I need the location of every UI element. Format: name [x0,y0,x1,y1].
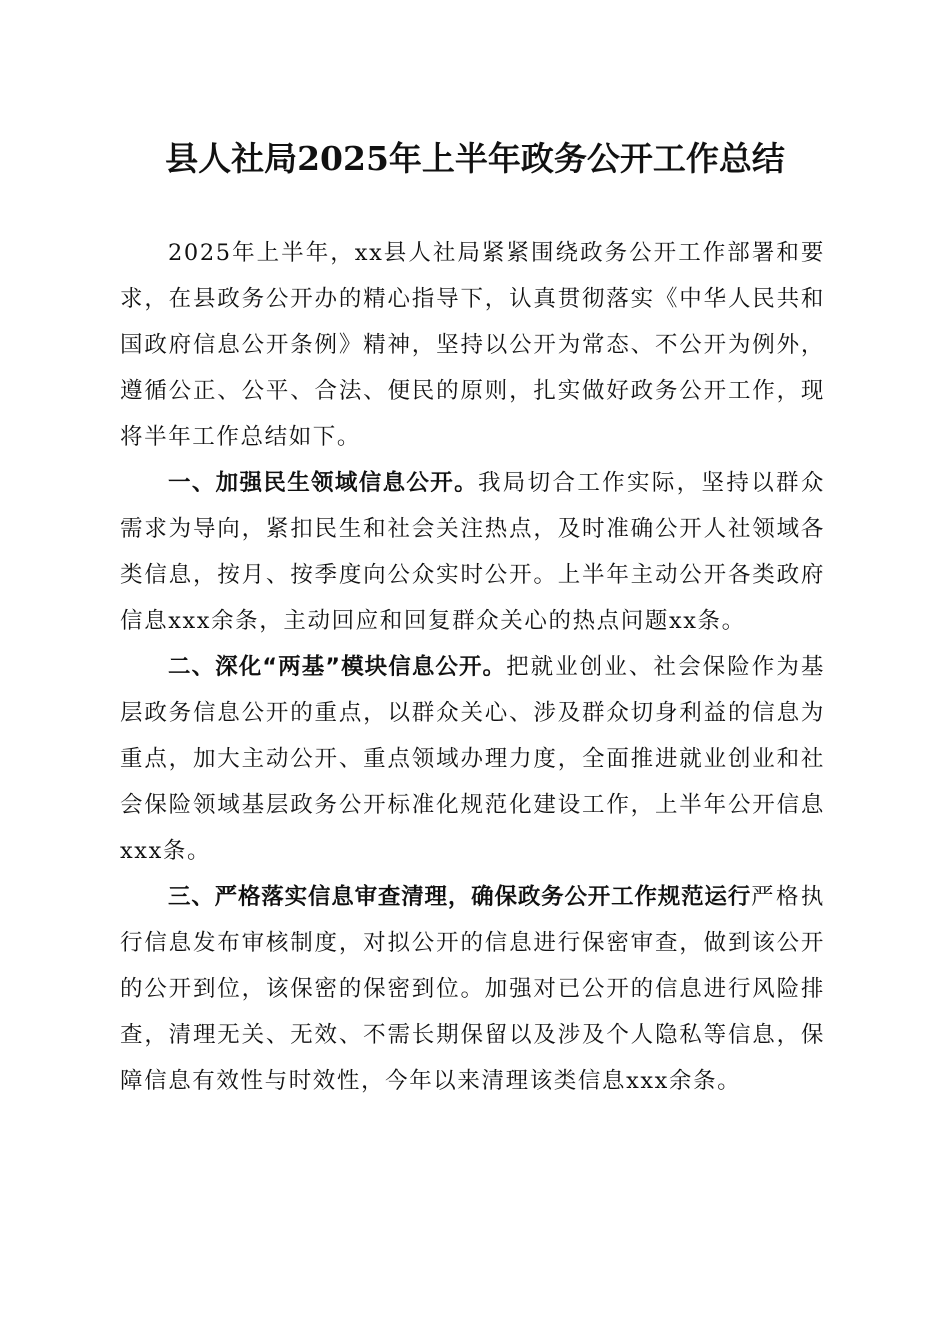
section-text-3: 严格执行信息发布审核制度，对拟公开的信息进行保密审查，做到该公开的公开到位，该保密的保密到位。加强对已公开的信息进行风险排查，清理无关、无效、不需长期保留以及涉及个人隐私等信息，保障信息有效性与时效性，今年以来清理该类信息xxx余条。 [120,884,825,1094]
intro-paragraph: 2025年上半年，xx县人社局紧紧围绕政务公开工作部署和要求，在县政务公开办的精心指导下，认真贯彻落实《中华人民共和国政府信息公开条例》精神，坚持以公开为常态、不公开为例外，遵循公正、公平、合法、便民的原则，扎实做好政务公开工作，现将半年工作总结如下。 [120,240,825,450]
section-heading-3: 三、严格落实信息审查清理，确保政务公开工作规范运行 [168,884,752,910]
section-paragraph-2 [120,644,825,874]
document-body [120,230,825,1104]
section-paragraph-3 [120,874,825,1104]
section-text-2: 把就业创业、社会保险作为基层政务信息公开的重点，以群众关心、涉及群众切身利益的信息为重点，加大主动公开、重点领域办理力度，全面推进就业创业和社会保险领域基层政务公开标准化规范化建设工作，上半年公开信息xxx条。 [120,654,825,864]
section-text-1: 我局切合工作实际，坚持以群众需求为导向，紧扣民生和社会关注热点，及时准确公开人社领域各类信息，按月、按季度向公众实时公开。上半年主动公开各类政府信息xxx余条，主动回应和回复群众关心的热点问题xx条。 [120,470,825,634]
section-paragraph-1 [120,460,825,644]
section-heading-1: 一、加强民生领域信息公开。 [168,470,478,496]
section-heading-2: 二、深化“两基”模块信息公开。 [168,654,507,680]
document-title: 县人社局2025年上半年政务公开工作总结 [165,139,785,178]
